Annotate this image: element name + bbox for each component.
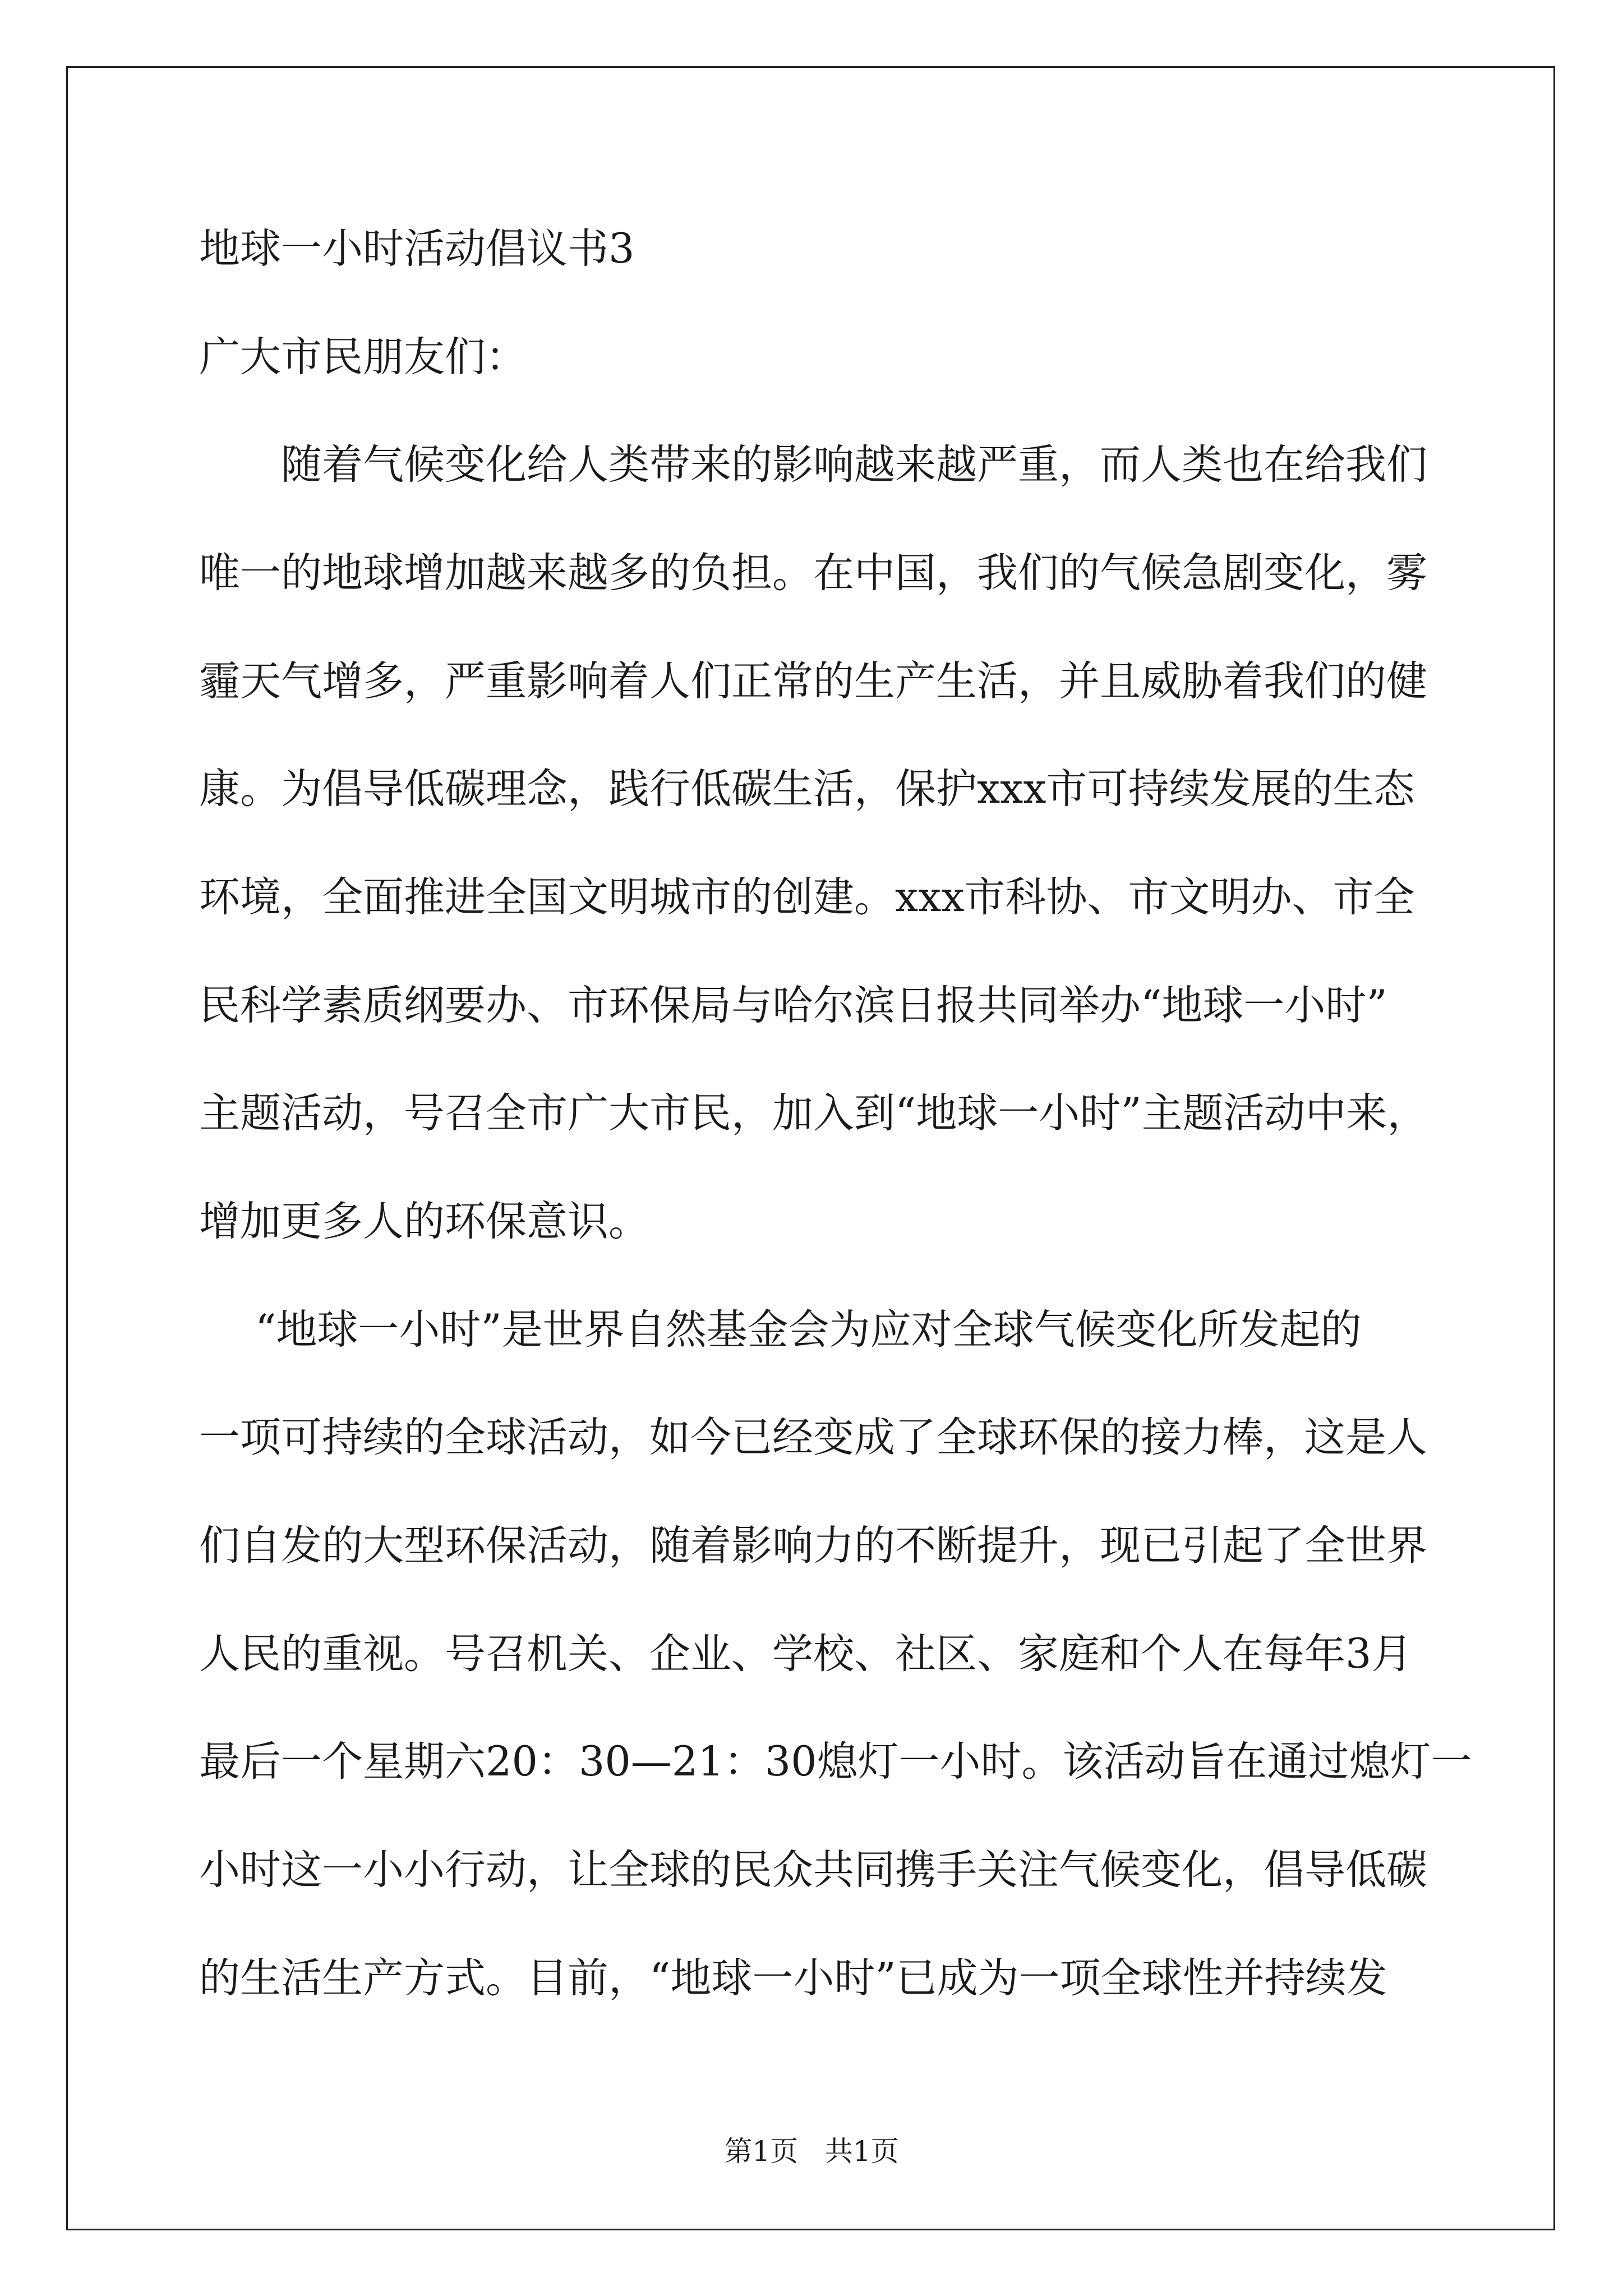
document-title: 地球一小时活动倡议书3 (199, 225, 635, 273)
paragraph-line: 的生活生产方式。目前，“地球一小时”已成为一项全球性并持续发 (199, 1954, 1387, 2002)
paragraph-line: 一项可持续的全球活动，如今已经变成了全球环保的接力棒，这是人 (199, 1414, 1427, 1461)
salutation: 广大市民朋友们： (199, 333, 527, 381)
paragraph-line: 人民的重视。号召机关、企业、学校、社区、家庭和个人在每年3月 (199, 1630, 1413, 1678)
paragraph-line: 唯一的地球增加越来越多的负担。在中国，我们的气候急剧变化，雾 (199, 549, 1427, 597)
paragraph-line: 随着气候变化给人类带来的影响越来越严重，而人类也在给我们 (281, 441, 1427, 489)
paragraph-line: 康。为倡导低碳理念，践行低碳生活，保护xxx市可持续发展的生态 (199, 765, 1415, 813)
paragraph-line: 小时这一小小行动，让全球的民众共同携手关注气候变化，倡导低碳 (199, 1846, 1427, 1894)
paragraph-line: 霾天气增多，严重影响着人们正常的生产生活，并且威胁着我们的健 (199, 657, 1427, 705)
paragraph-line: 最后一个星期六20：30—21：30熄灯一小时。该活动旨在通过熄灯一 (199, 1738, 1472, 1786)
page-number-footer: 第1页 共1页 (724, 2135, 899, 2168)
paragraph-line: 民科学素质纲要办、市环保局与哈尔滨日报共同举办“地球一小时” (199, 982, 1387, 1029)
paragraph-line: “地球一小时”是世界自然基金会为应对全球气候变化所发起的 (255, 1306, 1362, 1354)
paragraph-line: 环境，全面推进全国文明城市的创建。xxx市科协、市文明办、市全 (199, 873, 1415, 921)
paragraph-line: 们自发的大型环保活动，随着影响力的不断提升，现已引起了全世界 (199, 1522, 1427, 1570)
paragraph-line: 增加更多人的环保意识。 (199, 1198, 649, 1245)
paragraph-line: 主题活动，号召全市广大市民，加入到“地球一小时”主题活动中来， (199, 1089, 1428, 1137)
page-border (66, 66, 1555, 2230)
